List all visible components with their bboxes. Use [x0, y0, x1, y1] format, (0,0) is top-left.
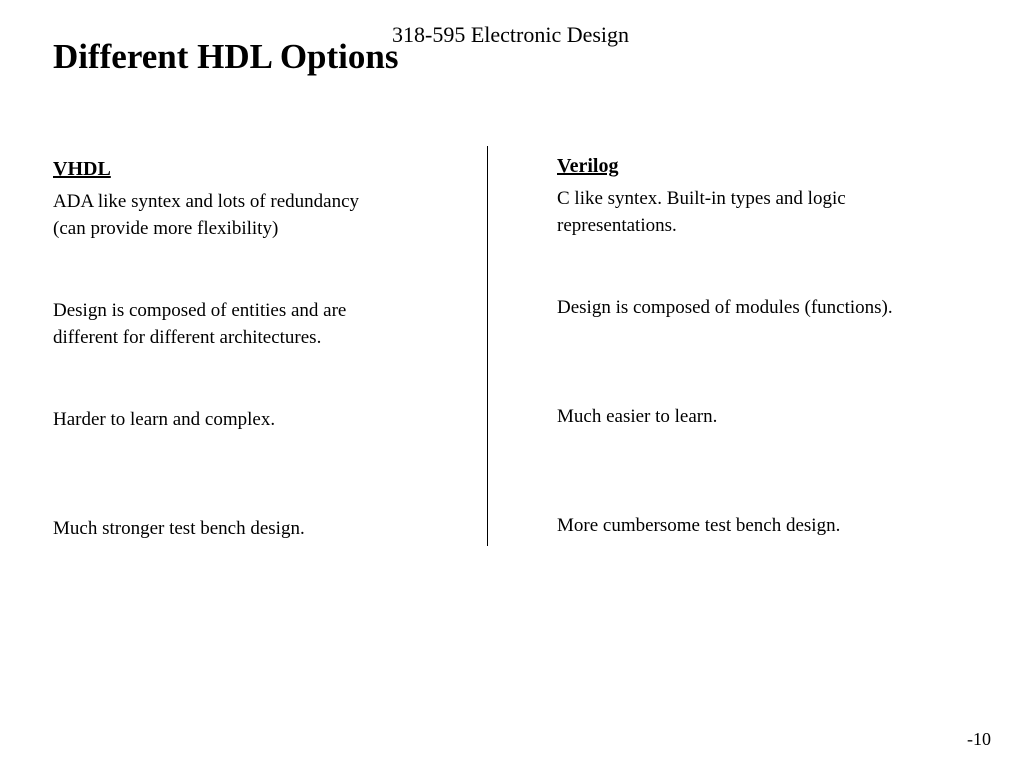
page-number: -10	[967, 729, 991, 749]
verilog-item-testbench: More cumbersome test bench design.	[557, 515, 841, 536]
column-divider	[487, 146, 488, 546]
vhdl-item-design: Design is composed of entities and are different for different architectures.	[53, 300, 347, 348]
vhdl-column	[53, 155, 463, 624]
vhdl-item-learning: Harder to learn and complex.	[53, 409, 276, 430]
verilog-item-syntax: C like syntex. Built-in types and logic representations.	[557, 188, 846, 236]
vhdl-item-testbench: Much stronger test bench design.	[53, 518, 305, 539]
verilog-column	[557, 152, 997, 621]
vhdl-item-syntax: ADA like syntex and lots of redundancy (can provide more flexibility)	[53, 191, 360, 239]
verilog-heading: Verilog	[557, 155, 619, 177]
slide-title: Different HDL Options	[53, 37, 399, 76]
vhdl-heading: VHDL	[53, 158, 111, 180]
course-header: 318-595 Electronic Design	[392, 22, 630, 47]
verilog-item-design: Design is composed of modules (functions).	[557, 297, 893, 318]
verilog-item-learning: Much easier to learn.	[557, 406, 718, 427]
